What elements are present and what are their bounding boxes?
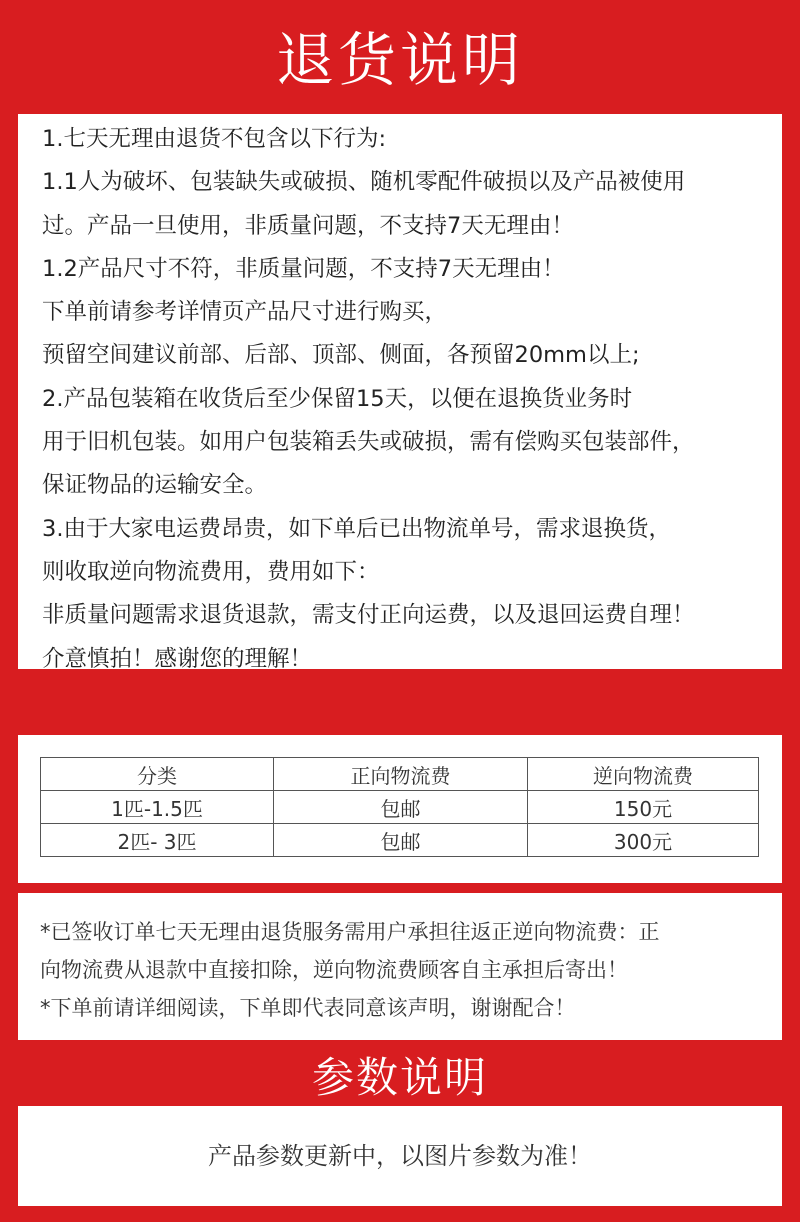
table-cell: 300元 [528, 824, 759, 857]
params-text: 产品参数更新中，以图片参数为准！ [208, 1142, 592, 1170]
return-policy-title: 退货说明 [275, 26, 524, 94]
notice-line: *下单前请详细阅读，下单即代表同意该声明，谢谢配合！ [40, 996, 576, 1020]
column-header-forward-fee: 正向物流费 [274, 758, 528, 791]
params-title: 参数说明 [311, 1053, 488, 1102]
policy-line: 介意慎拍！感谢您的理解！ [42, 645, 313, 672]
policy-line: 过。产品一旦使用，非质量问题，不支持7天无理由！ [42, 212, 574, 239]
notice-line: 向物流费从退款中直接扣除，逆向物流费顾客自主承担后寄出！ [40, 958, 628, 982]
fee-table-panel [18, 735, 782, 883]
policy-line: 用于旧机包装。如用户包装箱丢失或破损，需有偿购买包装部件， [42, 429, 695, 456]
notice-panel [18, 893, 782, 1040]
return-policy-panel [18, 114, 782, 672]
table-cell: 包邮 [274, 791, 528, 824]
policy-line: 3.由于大家电运费昂贵，如下单后已出物流单号，需求退换货， [42, 515, 671, 542]
table-cell: 150元 [528, 791, 759, 824]
policy-line: 1.1人为破坏、包装缺失或破损、随机零配件破损以及产品被使用 [42, 169, 686, 196]
policy-line: 下单前请参考详情页产品尺寸进行购买， [42, 299, 448, 326]
table-row [41, 791, 759, 824]
column-header-reverse-fee: 逆向物流费 [528, 758, 759, 791]
policy-line: 预留空间建议前部、后部、顶部、侧面，各预留20mm以上; [42, 342, 640, 369]
table-cell: 1匹-1.5匹 [41, 791, 274, 824]
table-cell: 2匹- 3匹 [41, 824, 274, 857]
column-header-category: 分类 [41, 758, 274, 791]
policy-line: 1.2产品尺寸不符，非质量问题，不支持7天无理由！ [42, 255, 565, 282]
policy-line: 保证物品的运输安全。 [42, 472, 268, 499]
table-row [41, 824, 759, 857]
policy-line: 非质量问题需求退货退款，需支付正向运费，以及退回运费自理！ [42, 602, 695, 629]
table-cell: 包邮 [274, 824, 528, 857]
policy-line: 1.七天无理由退货不包含以下行为: [42, 126, 387, 152]
policy-line: 则收取逆向物流费用，费用如下： [42, 558, 380, 585]
fee-table [40, 757, 759, 857]
policy-line: 2.产品包装箱在收货后至少保留15天，以便在退换货业务时 [42, 385, 633, 412]
params-panel [18, 1106, 782, 1206]
table-header-row [41, 758, 759, 791]
notice-line: *已签收订单七天无理由退货服务需用户承担往返正逆向物流费：正 [40, 920, 660, 944]
